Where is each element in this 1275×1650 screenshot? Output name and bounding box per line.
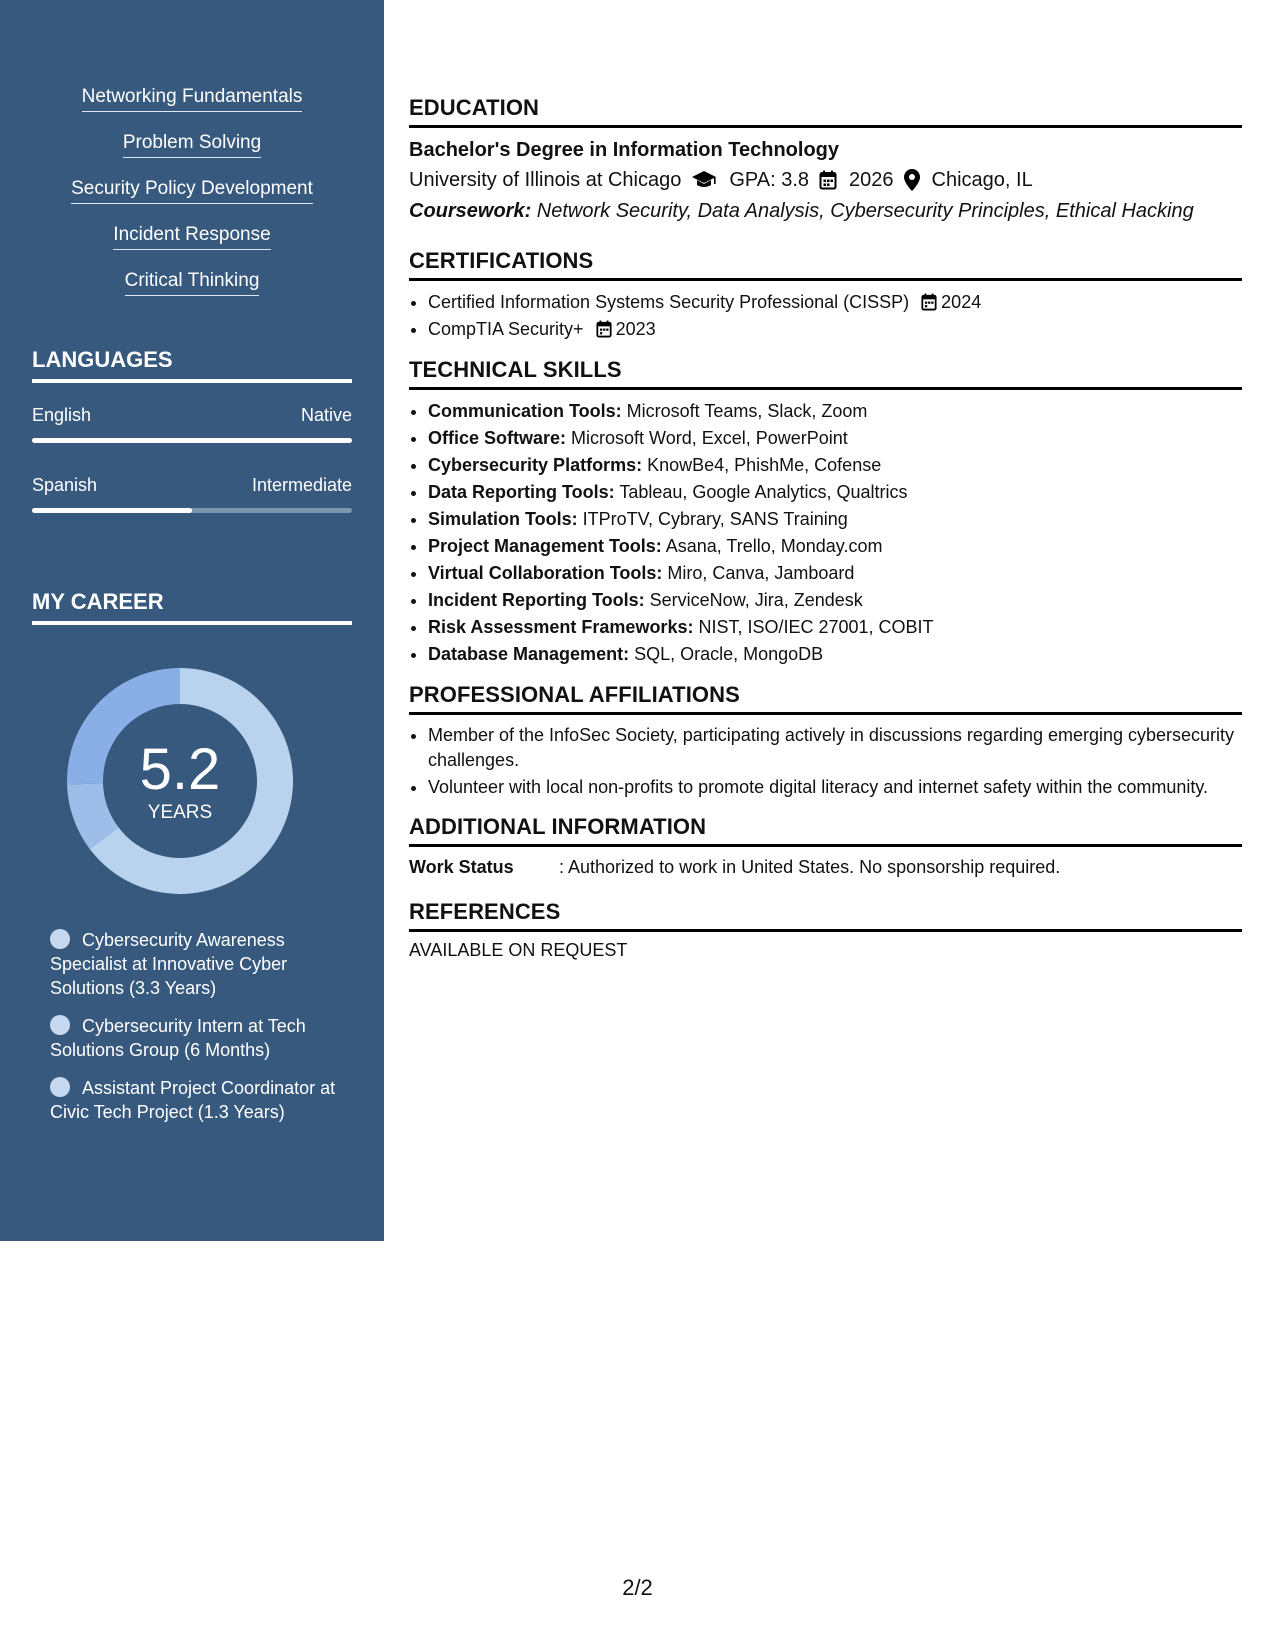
references-section	[409, 899, 1242, 961]
references-text: AVAILABLE ON REQUEST	[409, 940, 628, 960]
affiliations-section	[409, 682, 1242, 800]
language-spanish	[32, 475, 352, 513]
graduation-year: 2026	[849, 169, 894, 191]
section-heading: CERTIFICATIONS	[409, 248, 1242, 281]
languages-heading: LANGUAGES	[32, 347, 352, 383]
sidebar	[0, 0, 384, 1241]
career-item: Cybersecurity Intern at Tech Solutions Group (6 Months)	[50, 1016, 306, 1060]
section-heading: ADDITIONAL INFORMATION	[409, 814, 1242, 847]
skill-row: • Data Reporting Tools: Tableau, Google Analytics, Qualtrics	[428, 479, 1242, 506]
page-number: 2/2	[622, 1575, 653, 1600]
career-item: Assistant Project Coordinator at Civic Tech Project (1.3 Years)	[50, 1078, 336, 1122]
skill-row: • Simulation Tools: ITProTV, Cybrary, SANS Training	[428, 506, 1242, 533]
location-pin-icon	[904, 169, 920, 191]
skill-item: Critical Thinking	[125, 270, 260, 296]
additional-information-section	[409, 814, 1242, 879]
language-proficiency-fill	[32, 438, 352, 443]
section-heading: PROFESSIONAL AFFILIATIONS	[409, 682, 1242, 715]
skills-list	[0, 86, 384, 316]
work-status-label: Work Status	[409, 857, 514, 877]
career-total-unit: YEARS	[147, 802, 213, 823]
certifications-section	[409, 248, 1242, 343]
coursework-list: Network Security, Data Analysis, Cybersecurity Principles, Ethical Hacking	[531, 200, 1194, 222]
skill-row: • Risk Assessment Frameworks: NIST, ISO/IEC 27001, COBIT	[428, 614, 1242, 641]
main-content	[409, 95, 1242, 961]
language-level: Native	[300, 405, 352, 425]
career-item: Cybersecurity Awareness Specialist at Innovative Cyber Solutions (3.3 Years)	[50, 930, 288, 998]
calendar-icon	[819, 170, 837, 190]
language-level: Intermediate	[251, 475, 352, 495]
language-proficiency-bar	[32, 438, 352, 443]
work-status	[409, 855, 1242, 879]
bullet-dot-icon	[50, 1077, 70, 1097]
language-name: English	[32, 405, 92, 425]
school-location: Chicago, IL	[931, 169, 1033, 191]
skill-row: • Project Management Tools: Asana, Trello, Monday.com	[428, 533, 1242, 560]
skill-item: Problem Solving	[123, 132, 261, 158]
coursework-label: Coursework:	[409, 200, 532, 222]
degree-title: Bachelor's Degree in Information Technology	[409, 139, 840, 161]
career-heading: MY CAREER	[32, 589, 352, 625]
language-name: Spanish	[32, 475, 98, 495]
school-name: University of Illinois at Chicago	[409, 169, 682, 191]
coursework	[409, 196, 1242, 226]
bullet-dot-icon	[50, 929, 70, 949]
certification-year: 2024	[941, 292, 982, 312]
gpa: GPA: 3.8	[729, 169, 810, 191]
career-total-number: 5.2	[139, 737, 221, 802]
calendar-icon	[596, 320, 612, 338]
language-english	[32, 405, 352, 443]
skill-row: • Office Software: Microsoft Word, Excel, PowerPoint	[428, 425, 1242, 452]
certifications-list	[409, 289, 1242, 343]
affiliation-item: • Volunteer with local non-profits to promote digital literacy and internet safety within the community.	[428, 775, 1242, 800]
work-status-value: : Authorized to work in United States. No sponsorship required.	[559, 857, 1061, 877]
career-list	[50, 928, 340, 1138]
skill-row: • Virtual Collaboration Tools: Miro, Canva, Jamboard	[428, 560, 1242, 587]
affiliations-list	[409, 723, 1242, 800]
bullet-dot-icon	[50, 1015, 70, 1035]
education-section	[409, 95, 1242, 226]
section-heading: TECHNICAL SKILLS	[409, 357, 1242, 390]
certification-item: • Certified Information Systems Security Professional (CISSP) 2024	[428, 289, 1242, 316]
language-proficiency-fill	[32, 508, 192, 513]
skill-row: • Cybersecurity Platforms: KnowBe4, PhishMe, Cofense	[428, 452, 1242, 479]
skill-item: Security Policy Development	[71, 178, 313, 204]
section-heading: REFERENCES	[409, 899, 1242, 932]
skill-item: Incident Response	[113, 224, 270, 250]
technical-skills-section	[409, 357, 1242, 668]
affiliation-item: • Member of the InfoSec Society, participating actively in discussions regarding emerging cybersecurity challenges.	[428, 723, 1242, 773]
career-total	[67, 668, 293, 894]
certification-item: • CompTIA Security+ 2023	[428, 316, 1242, 343]
calendar-icon	[921, 293, 937, 311]
skill-row: • Database Management: SQL, Oracle, MongoDB	[428, 641, 1242, 668]
technical-skills-list	[409, 398, 1242, 668]
skill-row: • Incident Reporting Tools: ServiceNow, Jira, Zendesk	[428, 587, 1242, 614]
language-proficiency-bar	[32, 508, 352, 513]
education-details	[409, 164, 1242, 196]
graduation-cap-icon	[691, 170, 717, 190]
skill-item: Networking Fundamentals	[82, 86, 303, 112]
section-heading: EDUCATION	[409, 95, 1242, 128]
skill-row: • Communication Tools: Microsoft Teams, Slack, Zoom	[428, 398, 1242, 425]
certification-year: 2023	[615, 319, 656, 339]
